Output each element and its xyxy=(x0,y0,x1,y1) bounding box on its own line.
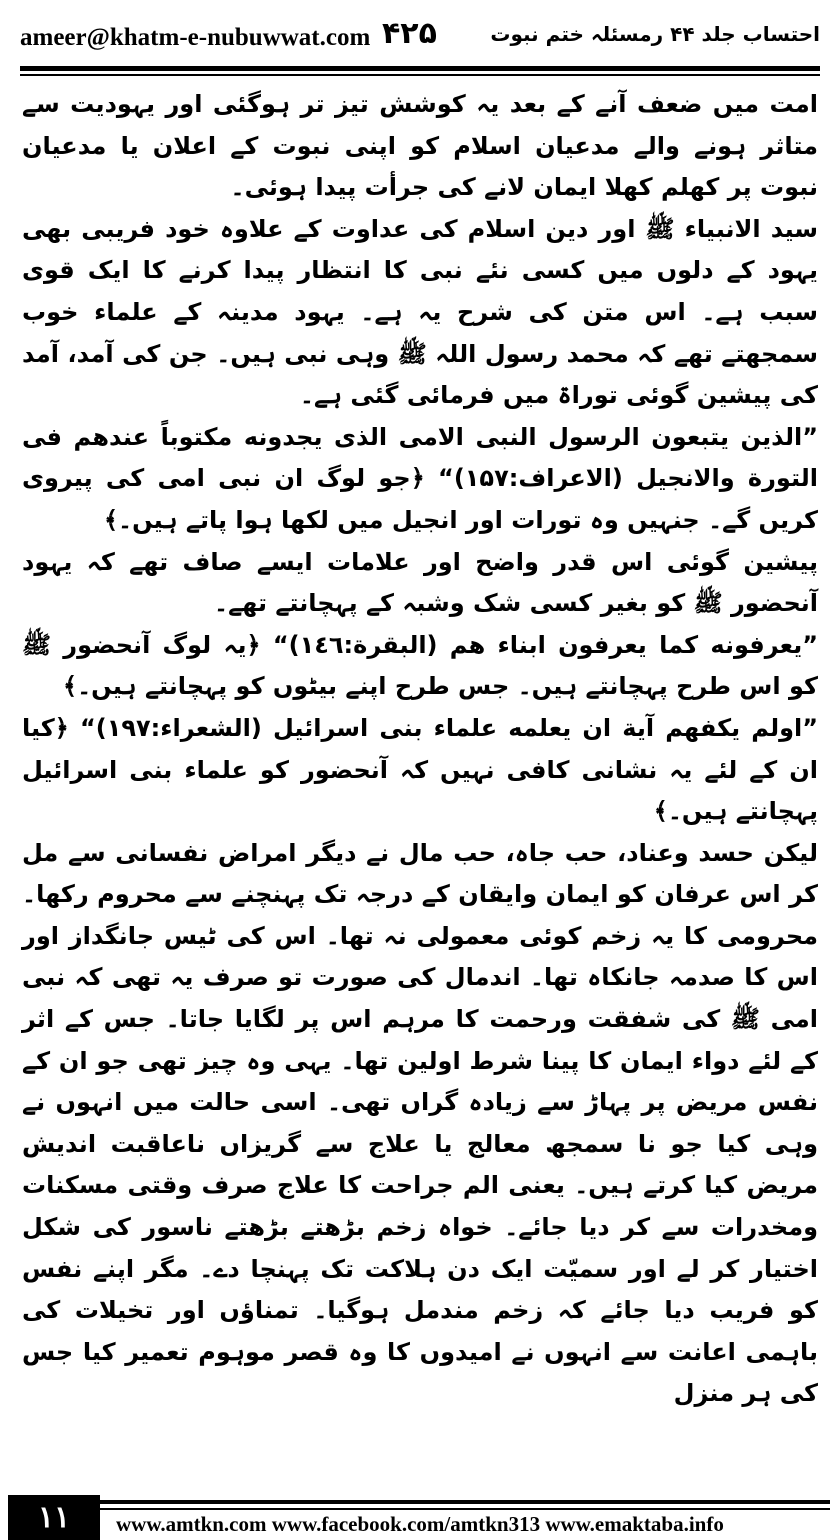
paragraph-1: امت میں ضعف آنے کے بعد یہ کوشش تیز تر ہوگئی اور یہودیت سے متاثر ہونے والے مدعیان اسلام کو اپنی نبوت کے اعلان یا مدعیان نبوت پر کھلم کھلا ایمان لانے کی جرأت پیدا ہوئی۔ xyxy=(22,90,818,202)
footer-volume-marker: ۱۱ xyxy=(37,1501,71,1534)
quote-araf: ”الذین یتبعون الرسول النبی الامی الذی یجدونه مکتوباً عندهم فی التورة والانجیل (الاعراف:۱۵۷)“ ﴿جو لوگ ان نبی امی کی پیروی کریں گے۔ جنہیں وہ تورات اور انجیل میں لکھا ہوا پاتے ہیں۔﴾ xyxy=(22,422,818,534)
footer-rule-thick xyxy=(100,1500,830,1504)
paragraph-7: لیکن حسد وعناد، حب جاہ، حب مال نے دیگر امراض نفسانی سے مل کر اس عرفان کو ایمان وایقان کے درجہ تک پہنچنے سے محروم رکھا۔ محرومی کا یہ زخم کوئی معمولی نہ تھا۔ اس کی ٹیس جانگداز اور اس کا صدمہ جانکاہ تھا۔ اندمال کی صورت تو صرف یہ تھی کہ نبی امی ﷺ کی شفقت ورحمت کا مرہم اس پر لگایا جاتا۔ جس کے اثر کے لئے دواء ایمان کا پینا شرط اولین تھا۔ یہی وہ چیز تھی جو ان کے نفس مریض پر پہاڑ سے زیادہ گراں تھی۔ اسی حالت میں انہوں نے وہی کیا جو نا سمجھ معالج یا علاج سے گریزاں ناعاقبت اندیش مریض کیا کرتے ہیں۔ یعنی الم جراحت کا علاج صرف وقتی مسکنات ومخدرات سے کر دیا جائے۔ خواہ زخم بڑھتے بڑھتے ناسور کی شکل اختیار کر لے اور سمیّت ایک دن ہلاکت تک پہنچا دے۔ مگر اپنے نفس کو فریب دیا جائے کہ زخم مندمل ہوگیا۔ تمناؤں اور تخیلات کی باہمی اعانت سے انہوں نے امیدوں کا وہ قصر موہوم تعمیر کیا جس کی ہر منزل xyxy=(22,838,818,1408)
page-number: ۴۲۵ xyxy=(382,16,437,51)
footer-links: www.amtkn.com www.facebook.com/amtkn313 www.emaktaba.info xyxy=(116,1512,724,1536)
running-title: احتساب جلد ۴۴ رمسئلہ ختم نبوت xyxy=(490,22,820,46)
page-header xyxy=(20,16,820,60)
quote-shuara: ”اولم یکفهم آیة ان یعلمه علماء بنی اسرائیل (الشعراء:۱۹۷)“ ﴿کیا ان کے لئے یہ نشانی کافی نہیں کہ آنحضور کو علماء بنی اسرائیل پہچانتے ہیں۔﴾ xyxy=(22,713,818,826)
header-email: ameer@khatm-e-nubuwwat.com xyxy=(20,24,371,51)
main-text xyxy=(22,84,818,1415)
paragraph-4: پیشین گوئی اس قدر واضح اور علامات ایسے صاف تھے کہ یہود آنحضور ﷺ کو بغیر کسی شک وشبہ کے پہچانتے تھے۔ xyxy=(22,547,818,618)
paragraph-2: سید الانبیاء ﷺ اور دین اسلام کی عداوت کے علاوہ خود فریبی بھی یہود کے دلوں میں کسی نئے نبی کا انتظار پیدا کرنے کا ایک قوی سبب ہے۔ اس متن کی شرح یہ ہے۔ یہود مدینہ کے علماء خوب سمجھتے تھے کہ محمد رسول اللہ ﷺ وہی نبی ہیں۔ جن کی آمد، آمد کی پیشین گوئی توراۃ میں فرمائی گئی ہے۔ xyxy=(22,214,818,410)
header-rule-thin xyxy=(20,74,820,76)
header-rule-thick xyxy=(20,66,820,71)
quote-baqara: ”یعرفونه کما یعرفون ابناء هم (البقرة:۱٤٦)“ ﴿یہ لوگ آنحضور ﷺ کو اس طرح پہچانتے ہیں۔ جس طرح اپنے بیٹوں کو پہچانتے ہیں۔﴾ xyxy=(22,630,818,701)
